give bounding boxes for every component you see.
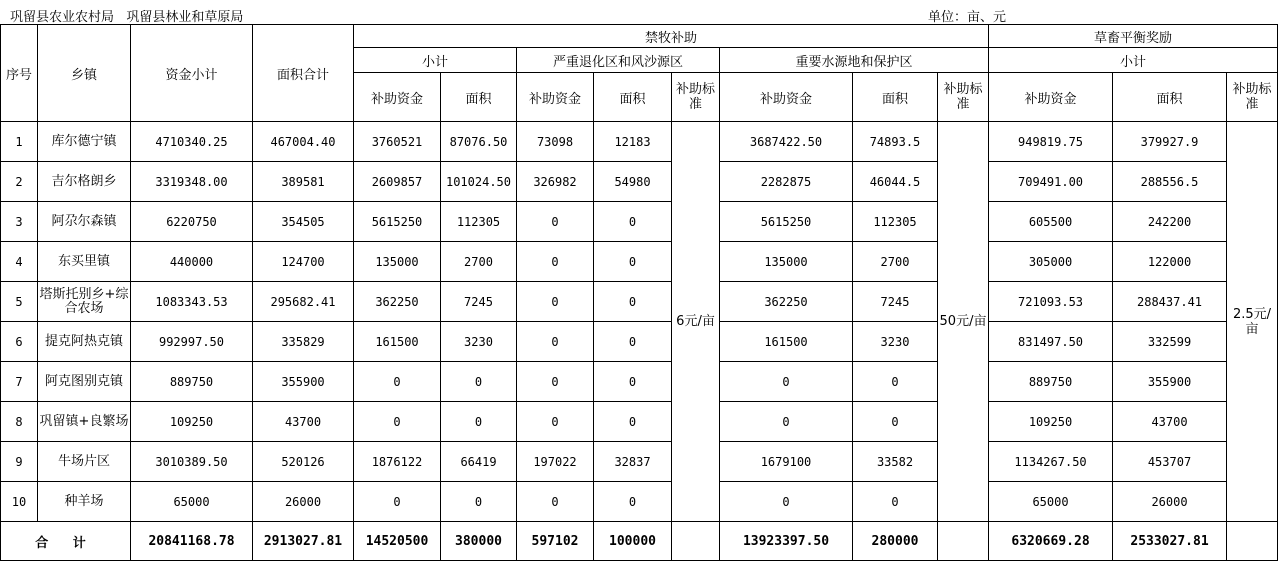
row-sub-fund: 0 bbox=[354, 402, 441, 442]
row-sub-fund: 362250 bbox=[354, 282, 441, 322]
row-seq: 9 bbox=[1, 442, 38, 482]
row-bal-area: 379927.9 bbox=[1113, 122, 1227, 162]
total-deg-fund: 597102 bbox=[517, 522, 594, 561]
standard-balance: 2.5元/亩 bbox=[1227, 122, 1278, 522]
row-water-area: 112305 bbox=[853, 202, 938, 242]
row-bal-area: 122000 bbox=[1113, 242, 1227, 282]
subsidy-table bbox=[0, 24, 1278, 561]
total-deg-area: 100000 bbox=[594, 522, 672, 561]
row-bal-fund: 605500 bbox=[989, 202, 1113, 242]
row-bal-fund: 949819.75 bbox=[989, 122, 1113, 162]
total-water-area: 280000 bbox=[853, 522, 938, 561]
total-water-fund: 13923397.50 bbox=[720, 522, 853, 561]
header-ban-subtotal: 小计 bbox=[354, 48, 517, 73]
row-deg-fund: 0 bbox=[517, 202, 594, 242]
header-deg-standard: 补助标准 bbox=[672, 73, 720, 122]
header-area-total: 面积合计 bbox=[253, 25, 354, 122]
row-area-total: 295682.41 bbox=[253, 282, 354, 322]
row-bal-fund: 721093.53 bbox=[989, 282, 1113, 322]
row-sub-area: 3230 bbox=[441, 322, 517, 362]
total-sub-fund: 14520500 bbox=[354, 522, 441, 561]
row-water-fund: 5615250 bbox=[720, 202, 853, 242]
row-town: 阿克图别克镇 bbox=[38, 362, 131, 402]
row-bal-fund: 831497.50 bbox=[989, 322, 1113, 362]
row-deg-area: 0 bbox=[594, 482, 672, 522]
table-row bbox=[1, 282, 1278, 322]
row-area-total: 355900 bbox=[253, 362, 354, 402]
row-deg-fund: 197022 bbox=[517, 442, 594, 482]
row-bal-fund: 1134267.50 bbox=[989, 442, 1113, 482]
header-town: 乡镇 bbox=[38, 25, 131, 122]
row-deg-fund: 73098 bbox=[517, 122, 594, 162]
row-bal-fund: 709491.00 bbox=[989, 162, 1113, 202]
table-row bbox=[1, 442, 1278, 482]
header-deg-area: 面积 bbox=[594, 73, 672, 122]
row-town: 东买里镇 bbox=[38, 242, 131, 282]
row-sub-area: 0 bbox=[441, 402, 517, 442]
row-deg-fund: 0 bbox=[517, 362, 594, 402]
row-area-total: 43700 bbox=[253, 402, 354, 442]
row-sub-fund: 3760521 bbox=[354, 122, 441, 162]
row-fund-total: 109250 bbox=[131, 402, 253, 442]
header-balance-reward: 草畜平衡奖励 bbox=[989, 25, 1278, 48]
row-sub-fund: 161500 bbox=[354, 322, 441, 362]
row-sub-area: 101024.50 bbox=[441, 162, 517, 202]
row-town: 塔斯托别乡+综合农场 bbox=[38, 282, 131, 322]
total-bal-fund: 6320669.28 bbox=[989, 522, 1113, 561]
header-water-fund: 补助资金 bbox=[720, 73, 853, 122]
row-sub-fund: 5615250 bbox=[354, 202, 441, 242]
row-water-area: 74893.5 bbox=[853, 122, 938, 162]
row-town: 牛场片区 bbox=[38, 442, 131, 482]
row-sub-fund: 2609857 bbox=[354, 162, 441, 202]
header-bal-area: 面积 bbox=[1113, 73, 1227, 122]
table-row bbox=[1, 162, 1278, 202]
row-seq: 7 bbox=[1, 362, 38, 402]
header-degraded-zone: 严重退化区和风沙源区 bbox=[517, 48, 720, 73]
row-seq: 6 bbox=[1, 322, 38, 362]
row-sub-area: 66419 bbox=[441, 442, 517, 482]
row-deg-area: 54980 bbox=[594, 162, 672, 202]
table-row bbox=[1, 402, 1278, 442]
total-bal-area: 2533027.81 bbox=[1113, 522, 1227, 561]
row-seq: 5 bbox=[1, 282, 38, 322]
standard-water: 50元/亩 bbox=[938, 122, 989, 522]
row-area-total: 354505 bbox=[253, 202, 354, 242]
header-bal-fund: 补助资金 bbox=[989, 73, 1113, 122]
row-bal-fund: 889750 bbox=[989, 362, 1113, 402]
row-bal-area: 43700 bbox=[1113, 402, 1227, 442]
row-deg-area: 0 bbox=[594, 322, 672, 362]
row-water-area: 0 bbox=[853, 482, 938, 522]
row-bal-area: 288437.41 bbox=[1113, 282, 1227, 322]
row-area-total: 335829 bbox=[253, 322, 354, 362]
row-water-fund: 0 bbox=[720, 482, 853, 522]
row-sub-fund: 0 bbox=[354, 362, 441, 402]
row-bal-fund: 65000 bbox=[989, 482, 1113, 522]
row-fund-total: 3319348.00 bbox=[131, 162, 253, 202]
row-sub-area: 0 bbox=[441, 362, 517, 402]
row-deg-area: 0 bbox=[594, 362, 672, 402]
row-town: 阿尕尔森镇 bbox=[38, 202, 131, 242]
header-sub-area: 面积 bbox=[441, 73, 517, 122]
row-sub-area: 87076.50 bbox=[441, 122, 517, 162]
row-area-total: 467004.40 bbox=[253, 122, 354, 162]
table-body bbox=[1, 122, 1278, 522]
header-fund-total: 资金小计 bbox=[131, 25, 253, 122]
header-bal-standard: 补助标准 bbox=[1227, 73, 1278, 122]
header-balance-subtotal: 小计 bbox=[989, 48, 1278, 73]
table-row bbox=[1, 242, 1278, 282]
row-water-fund: 3687422.50 bbox=[720, 122, 853, 162]
row-water-fund: 135000 bbox=[720, 242, 853, 282]
row-fund-total: 4710340.25 bbox=[131, 122, 253, 162]
row-water-fund: 362250 bbox=[720, 282, 853, 322]
report-header bbox=[0, 0, 1279, 24]
row-deg-area: 0 bbox=[594, 202, 672, 242]
header-seq: 序号 bbox=[1, 25, 38, 122]
row-seq: 1 bbox=[1, 122, 38, 162]
total-label: 合 计 bbox=[1, 522, 131, 561]
total-area-total: 2913027.81 bbox=[253, 522, 354, 561]
row-water-area: 7245 bbox=[853, 282, 938, 322]
row-water-fund: 2282875 bbox=[720, 162, 853, 202]
row-water-fund: 1679100 bbox=[720, 442, 853, 482]
total-deg-standard bbox=[672, 522, 720, 561]
row-bal-area: 332599 bbox=[1113, 322, 1227, 362]
row-sub-area: 7245 bbox=[441, 282, 517, 322]
row-bal-fund: 305000 bbox=[989, 242, 1113, 282]
row-bal-area: 242200 bbox=[1113, 202, 1227, 242]
row-deg-fund: 0 bbox=[517, 482, 594, 522]
table-row bbox=[1, 202, 1278, 242]
row-sub-fund: 0 bbox=[354, 482, 441, 522]
header-water-standard: 补助标准 bbox=[938, 73, 989, 122]
row-fund-total: 3010389.50 bbox=[131, 442, 253, 482]
row-sub-area: 0 bbox=[441, 482, 517, 522]
table-row bbox=[1, 122, 1278, 162]
row-town: 吉尔格朗乡 bbox=[38, 162, 131, 202]
total-bal-standard bbox=[1227, 522, 1278, 561]
row-sub-area: 2700 bbox=[441, 242, 517, 282]
row-seq: 2 bbox=[1, 162, 38, 202]
row-sub-fund: 1876122 bbox=[354, 442, 441, 482]
row-water-area: 0 bbox=[853, 402, 938, 442]
row-bal-fund: 109250 bbox=[989, 402, 1113, 442]
row-water-fund: 0 bbox=[720, 362, 853, 402]
row-water-area: 46044.5 bbox=[853, 162, 938, 202]
row-bal-area: 355900 bbox=[1113, 362, 1227, 402]
table-row bbox=[1, 322, 1278, 362]
row-area-total: 124700 bbox=[253, 242, 354, 282]
row-sub-area: 112305 bbox=[441, 202, 517, 242]
row-sub-fund: 135000 bbox=[354, 242, 441, 282]
row-seq: 4 bbox=[1, 242, 38, 282]
row-fund-total: 6220750 bbox=[131, 202, 253, 242]
standard-degraded: 6元/亩 bbox=[672, 122, 720, 522]
row-deg-area: 0 bbox=[594, 242, 672, 282]
row-fund-total: 1083343.53 bbox=[131, 282, 253, 322]
row-water-area: 2700 bbox=[853, 242, 938, 282]
row-seq: 8 bbox=[1, 402, 38, 442]
row-deg-fund: 0 bbox=[517, 322, 594, 362]
row-town: 种羊场 bbox=[38, 482, 131, 522]
row-deg-area: 0 bbox=[594, 402, 672, 442]
row-area-total: 26000 bbox=[253, 482, 354, 522]
row-deg-fund: 0 bbox=[517, 242, 594, 282]
row-bal-area: 26000 bbox=[1113, 482, 1227, 522]
header-water-area: 面积 bbox=[853, 73, 938, 122]
row-deg-fund: 326982 bbox=[517, 162, 594, 202]
header-deg-fund: 补助资金 bbox=[517, 73, 594, 122]
total-sub-area: 380000 bbox=[441, 522, 517, 561]
header-sub-fund: 补助资金 bbox=[354, 73, 441, 122]
unit-label: 单位：亩、元 bbox=[928, 10, 1007, 25]
row-fund-total: 65000 bbox=[131, 482, 253, 522]
row-seq: 10 bbox=[1, 482, 38, 522]
row-deg-area: 0 bbox=[594, 282, 672, 322]
row-town: 巩留镇+良繁场 bbox=[38, 402, 131, 442]
row-fund-total: 440000 bbox=[131, 242, 253, 282]
row-deg-area: 12183 bbox=[594, 122, 672, 162]
row-bal-area: 288556.5 bbox=[1113, 162, 1227, 202]
row-town: 库尔德宁镇 bbox=[38, 122, 131, 162]
row-bal-area: 453707 bbox=[1113, 442, 1227, 482]
agency-names: 巩留县农业农村局 巩留县林业和草原局 bbox=[10, 10, 244, 25]
header-water-zone: 重要水源地和保护区 bbox=[720, 48, 989, 73]
total-row bbox=[1, 522, 1278, 561]
row-area-total: 389581 bbox=[253, 162, 354, 202]
row-water-area: 0 bbox=[853, 362, 938, 402]
row-deg-area: 32837 bbox=[594, 442, 672, 482]
row-water-fund: 161500 bbox=[720, 322, 853, 362]
table-row bbox=[1, 482, 1278, 522]
row-deg-fund: 0 bbox=[517, 402, 594, 442]
row-deg-fund: 0 bbox=[517, 282, 594, 322]
header-ban-subsidy: 禁牧补助 bbox=[354, 25, 989, 48]
row-area-total: 520126 bbox=[253, 442, 354, 482]
row-water-area: 3230 bbox=[853, 322, 938, 362]
row-seq: 3 bbox=[1, 202, 38, 242]
row-water-area: 33582 bbox=[853, 442, 938, 482]
table-row bbox=[1, 362, 1278, 402]
row-fund-total: 992997.50 bbox=[131, 322, 253, 362]
row-fund-total: 889750 bbox=[131, 362, 253, 402]
total-water-standard bbox=[938, 522, 989, 561]
row-town: 提克阿热克镇 bbox=[38, 322, 131, 362]
row-water-fund: 0 bbox=[720, 402, 853, 442]
total-fund-total: 20841168.78 bbox=[131, 522, 253, 561]
